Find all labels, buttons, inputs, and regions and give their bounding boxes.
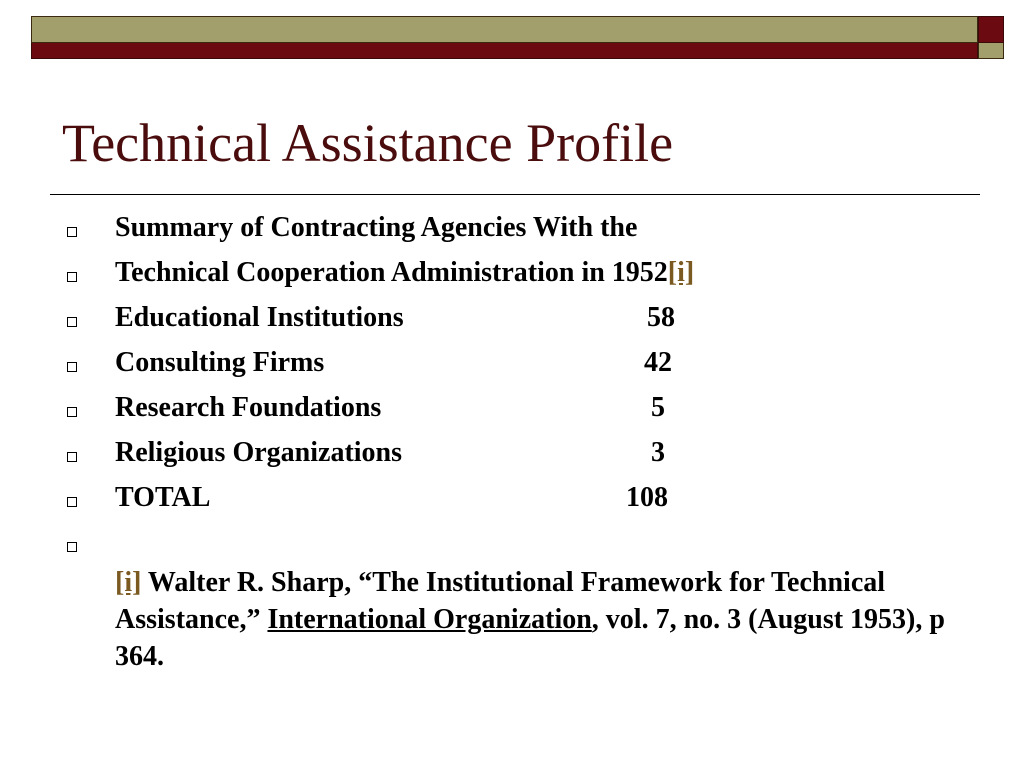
footnote-citation (115, 564, 975, 675)
square-bullet-icon (67, 452, 77, 462)
bullet-text: Research Foundations (115, 392, 382, 423)
square-bullet-icon (67, 227, 77, 237)
bullet-value: 3 (651, 437, 665, 468)
footnote-link[interactable]: [i] (667, 257, 695, 288)
bullet-value: 58 (647, 302, 675, 333)
bullet-text: Consulting Firms (115, 347, 325, 378)
bullet-text: Educational Institutions (115, 302, 404, 333)
square-bullet-icon (67, 542, 77, 552)
bullet-value: 42 (644, 347, 672, 378)
bullet-text-with-ref (115, 257, 694, 289)
square-bullet-icon (67, 272, 77, 282)
header-band-maroon (31, 43, 978, 59)
header-band-olive (31, 16, 978, 43)
citation-text: , vol. 7, no. 3 (August 1953), p 364. (115, 604, 945, 672)
bullet-text: Summary of Contracting Agencies With the (115, 212, 638, 243)
bullet-text: Religious Organizations (115, 437, 403, 468)
footnote-link[interactable]: [i] (115, 567, 142, 598)
square-bullet-icon (67, 317, 77, 327)
slide-title: Technical Assistance Profile (62, 113, 674, 173)
header-square-olive (978, 43, 1004, 59)
square-bullet-icon (67, 497, 77, 507)
square-bullet-icon (67, 407, 77, 417)
bullet-value: 5 (651, 392, 665, 423)
square-bullet-icon (67, 362, 77, 372)
bullet-text: Technical Cooperation Administration in 1952 (115, 257, 668, 288)
bullet-text: TOTAL (115, 482, 211, 513)
citation-text: Walter R. Sharp, “The Institutional Framework for Technical Assistance,” (115, 567, 886, 635)
journal-title: International Organization (267, 604, 592, 635)
bullet-value: 108 (626, 482, 668, 513)
header-square-maroon (978, 16, 1004, 43)
title-divider (50, 194, 980, 195)
